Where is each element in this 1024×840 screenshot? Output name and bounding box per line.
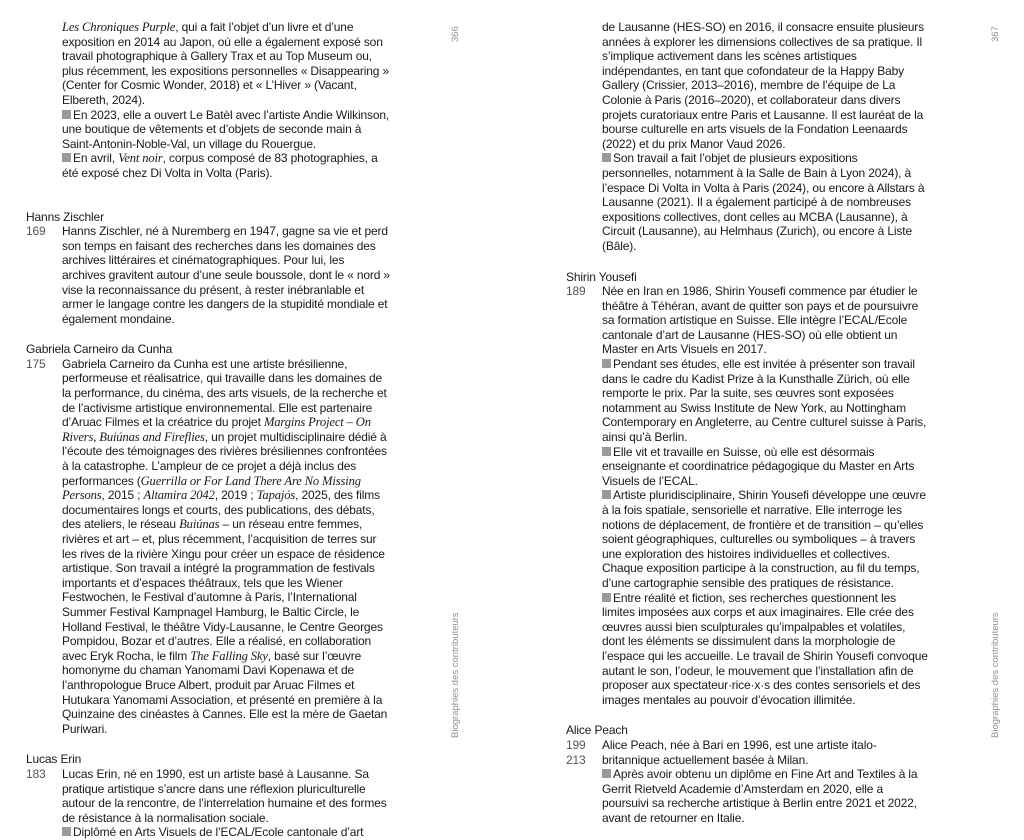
page-reference: 213 [566, 752, 586, 767]
paragraph [62, 825, 390, 840]
paragraph [602, 151, 928, 253]
paragraph: Hanns Zischler, né à Nuremberg en 1947, gagne sa vie et perd son temps en faisant des recherches dans les domaines des archives littéraires et cinématographiques. Pour lui, les archives gravitent autour d’une seule boussole, dont le « nord » vise la reconnaissance du présent, à rester inébranlable et armer le langage contre les dangers de la stupidité mondiale et également mondaine. [62, 224, 390, 326]
paragraph [602, 591, 928, 708]
bio-row [566, 738, 928, 826]
running-head: Biographies des contributeurs [990, 612, 1001, 738]
paragraph-marker-icon [602, 769, 611, 778]
paragraph-marker-icon [602, 490, 611, 499]
paragraph-text: , 2019 ; [214, 488, 257, 503]
contributor-name: Alice Peach [566, 723, 628, 738]
paragraph-marker-icon [62, 827, 71, 836]
right-page-column [566, 20, 928, 825]
paragraph [602, 767, 928, 825]
bio-row [566, 284, 928, 707]
work-title: Altamira 2042 [143, 488, 215, 503]
work-title: The Falling Sky [190, 648, 268, 663]
paragraph [602, 445, 928, 489]
contributor-name: Hanns Zischler [26, 209, 104, 224]
paragraph-marker-icon [602, 447, 611, 456]
paragraph-text: En 2023, elle a ouvert Le Batèl avec l’artiste Andie Wilkinson, une boutique de vêtements et d’objets de seconde main à Saint-Antonin-Noble-Val, un village du Rouergue. [62, 107, 390, 151]
bio-body [566, 738, 928, 826]
left-page-column [26, 20, 390, 840]
bio-entry-erin [26, 752, 390, 840]
paragraph-text: Pendant ses études, elle est invitée à présenter son travail dans le cadre du Kadist Prize à la Kunsthalle Zürich, où elle remporte le prix. Par la suite, ses œuvres sont exposées notamment au Swiss Institute de New York, au Nottingham Contemporary en Angleterre, au Centre culturel suisse à Paris, ainsi qu’à Berlin. [602, 357, 927, 445]
work-title: Tapajós [256, 488, 296, 503]
paragraph-text: , corpus composé de 83 photographies, a été exposé chez Di Volta in Volta (Paris). [62, 151, 378, 180]
paragraph [602, 488, 928, 590]
paragraph-marker-icon [602, 153, 611, 162]
paragraph [62, 108, 390, 152]
paragraph-marker-icon [62, 110, 71, 119]
page-reference: 175 [26, 356, 46, 371]
paragraph-text: , un projet multidisciplinaire dédié à l’écoute des témoignages des rivières brésiliennes confrontées à la catastrophe. L’ampleur de ce projet a déjà inclus des performances ( [62, 429, 387, 488]
contributor-name: Lucas Erin [26, 752, 82, 767]
bio-entry-peach [566, 723, 928, 825]
paragraph-text: Son travail a fait l’objet de plusieurs expositions personnelles, notamment à la Salle de Bain à Lyon 2024), à l’espace Di Volta in Volta à Paris (2024), ou encore à Allstars à Lausanne (2021). Il a également participé à de nombreuses expositions collectives, dont celles au MCBA (Lausanne), à Circuit (Lausanne), au Helmhaus (Zurich), ou encore à Liste (Bâle). [602, 151, 925, 253]
paragraph: de Lausanne (HES-SO) en 2016, il consacre ensuite plusieurs années à explorer les dimensions collectives de sa pratique. Il s’implique activement dans les scènes artistiques indépendantes, en tant que cofondateur de la Happy Baby Gallery (Crissier, 2013–2016), membre de l’équipe de La Colonie à Paris (2016–2020), et collaborateur dans divers projets curatoriaux entre Paris et Lausanne. Il est lauréat de la bourse culturelle en arts visuels de la Fondation Leenaards (2022) et du prix Manor Vaud 2026. [602, 20, 925, 151]
bio-continuation [566, 20, 928, 254]
page-reference: 169 [26, 224, 46, 239]
bio-continuation [26, 20, 390, 181]
paragraph: Alice Peach, née à Bari en 1996, est une artiste italo-britannique actuellement basée à Milan. [602, 737, 877, 767]
paragraph-marker-icon [602, 593, 611, 602]
paragraph-text: – un réseau entre femmes, rivières et art – et, plus récemment, l’acquisition de terres sur les rives de la rivière Xingu pour créer un espace de résidence artistique. Son travail a intégré la programmation de festivals importants et d’espaces théâtraux, tels que les Wiener Festwochen, le Festival d’automne à Paris, l’International Summer Festival Kampnagel Hamburg, le Baltic Circle, le Holland Festival, le théâtre Vidy-Lausanne, le Centre Georges Pompidou, Bozar et d’autres. Elle a réalisé, en collaboration avec Eryk Rocha, le film [62, 517, 385, 663]
paragraph-text: , basé sur l’œuvre homonyme du chaman Yanomami Davi Kopenawa et de l’anthropologue Bruce Albert, produit par Aruac Filmes et Hutukara Yanomami Association, et présenté en première à la Quinzaine des cinéastes à Cannes. Elle est la mère de Gaetan Puriwari. [62, 648, 388, 736]
paragraph: Née en Iran en 1986, Shirin Yousefi commence par étudier le théâtre à Téhéran, avant de quitter son pays et de poursuivre sa formation artistique en Suisse. Elle intègre l’ECAL/Ecole cantonale d’art de Lausanne (HES-SO) où elle obtient un Master en Arts Visuels en 2017. [602, 284, 919, 357]
bio-row [26, 357, 390, 736]
paragraph-text: , 2025, des films documentaires longs et courts, des publications, des débats, des ateliers, le réseau [62, 488, 380, 532]
bio-row [26, 767, 390, 840]
paragraph-text: Gabriela Carneiro da Cunha est une artiste brésilienne, performeuse et réalisatrice, qui travaille dans les domaines de la performance, du cinéma, des arts visuels, de la recherche et de l’activisme artistique environnemental. Elle est partenaire d’Aruac Filmes et la créatrice du projet [62, 356, 387, 430]
page-number: 367 [990, 26, 1001, 42]
paragraph-text: Artiste pluridisciplinaire, Shirin Yousefi développe une œuvre à la fois spatiale, sensorielle et narrative. Elle interroge les notions de déplacement, de frontière et de transition – qu’elles soient géographiques, culturelles ou symboliques – à travers une exploration des histoires individuelles et collectives. Chaque exposition participe à la construction, au fil du temps, d’une cartographie sensible des pratiques de résistance. [602, 488, 926, 590]
bio-body [26, 767, 390, 840]
running-head: Biographies des contributeurs [450, 612, 461, 738]
contributor-name: Shirin Yousefi [566, 269, 637, 284]
paragraph-marker-icon [602, 359, 611, 368]
paragraph [62, 20, 390, 108]
paragraph-text: , 2015 ; [101, 488, 144, 503]
bio-body [566, 284, 928, 707]
work-title: Buiúnas [179, 517, 220, 532]
paragraph-marker-icon [62, 153, 71, 162]
page-reference: 199 [566, 737, 586, 752]
work-title: Guerrilla or For Land There Are No Missing Persons [62, 473, 361, 503]
page-reference: 189 [566, 284, 586, 299]
bio-entry-zischler [26, 210, 390, 327]
paragraph [602, 357, 928, 445]
contributor-name: Gabriela Carneiro da Cunha [26, 342, 173, 357]
page-reference: 183 [26, 766, 46, 781]
page-references [566, 738, 600, 767]
work-title: Les Chroniques Purple [62, 20, 176, 34]
page-number: 366 [450, 26, 461, 42]
work-title: Margins Project – On Rivers, Buiúnas and Fireflies [62, 415, 371, 444]
work-title: Vent noir [118, 151, 163, 166]
paragraph [26, 357, 390, 736]
paragraph-text: Elle vit et travaille en Suisse, où elle est désormais enseignante et coordinatrice pédagogique du Master en Arts Visuels de l’ECAL. [602, 444, 915, 488]
paragraph-text: En avril, [73, 151, 119, 166]
bio-entry-carneiro [26, 342, 390, 736]
paragraph [62, 151, 390, 180]
bio-entry-yousefi [566, 270, 928, 708]
paragraph-text: Entre réalité et fiction, ses recherches questionnent les limites imposées aux corps et aux imaginaires. Elle crée des œuvres aussi bien sculpturales qu’impalpables et volatiles, dont les éléments se dissimulent dans la morphologie de l’espace qui les accueille. Le travail de Shirin Yousefi convoque autant le son, l’odeur, le mouvement que l’installation afin de proposer aux spectateur·rice·x·s des contes sensoriels et des images mentales au pouvoir d’évocation illimitée. [602, 590, 928, 707]
paragraph: Lucas Erin, né en 1990, est un artiste basé à Lausanne. Sa pratique artistique s’ancre dans une réflexion pluriculturelle autour de la rencontre, de l’interrelation humaine et des formes de résistance à la normalisation sociale. [62, 766, 387, 825]
paragraph-text: , qui a fait l’objet d’un livre et d’une exposition en 2014 au Japon, où elle a également exposé son travail photographique à Gallery Trax et au Top Museum ou, plus récemment, les expositions personnelles « Disappearing » (Center for Cosmic Wonder, 2018) et « L’Hiver » (Vacant, Elbereth, 2024). [62, 20, 390, 107]
paragraph-text: Diplômé en Arts Visuels de l’ECAL/Ecole cantonale d’art [73, 825, 364, 840]
bio-row [26, 224, 390, 326]
paragraph-text: Après avoir obtenu un diplôme en Fine Art and Textiles à la Gerrit Rietveld Academie d’Amsterdam en 2020, elle a poursuivi sa recherche artistique à Berlin entre 2021 et 2022, avant de retourner en Italie. [602, 767, 918, 825]
